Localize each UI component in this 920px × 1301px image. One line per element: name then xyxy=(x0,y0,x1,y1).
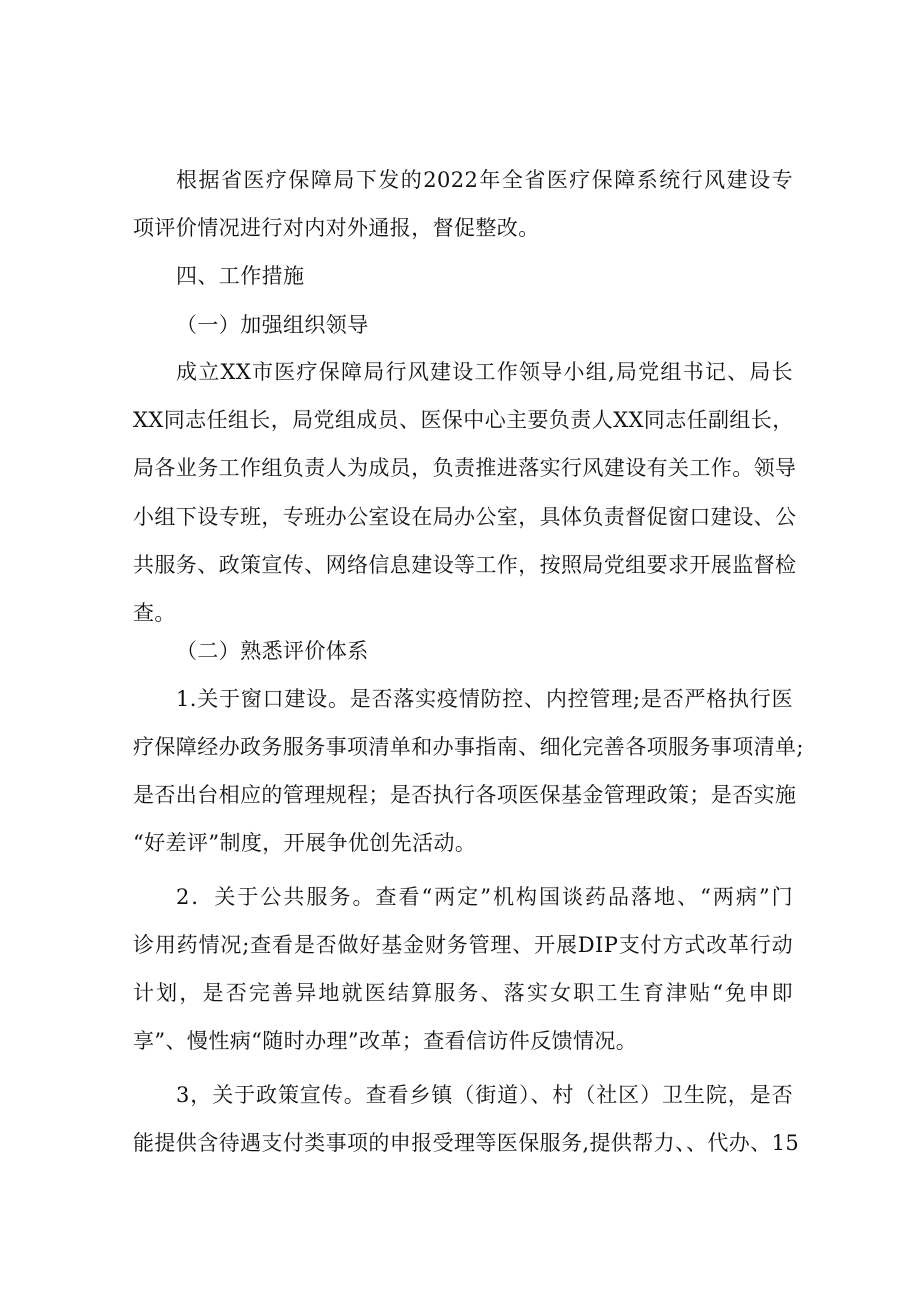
paragraph-line: 项评价情况进行对内对外通报，督促整改。 xyxy=(133,216,540,240)
section-heading: 四、工作措施 xyxy=(176,264,305,288)
paragraph-line: 局各业务工作组负责人为成员，负责推进落实行风建设有关工作。领导 xyxy=(133,456,797,480)
paragraph-line: 查。 xyxy=(133,601,176,625)
paragraph-line: 能提供含待遇支付类事项的申报受理等医保服务,提供帮力、、代办、15 xyxy=(133,1131,800,1155)
paragraph-line: 享”、慢性病“随时办理”改革；查看信访件反馈情况。 xyxy=(133,1029,638,1053)
paragraph-line: 2．关于公共服务。查看“两定”机构国谈药品落地、“两病”门 xyxy=(176,885,793,909)
paragraph-line: 3，关于政策宣传。查看乡镇（街道）、村（社区）卫生院，是否 xyxy=(176,1083,793,1107)
paragraph-line: 共服务、政策宣传、网络信息建设等工作，按照局党组要求开展监督检 xyxy=(133,553,797,577)
paragraph-line: 诊用药情况;查看是否做好基金财务管理、开展DIP支付方式改革行动 xyxy=(133,933,793,957)
paragraph-line: 疗保障经办政务服务事项清单和办事指南、细化完善各项服务事项清单; xyxy=(133,735,804,759)
paragraph-line: 根据省医疗保障局下发的2022年全省医疗保障系统行风建设专 xyxy=(176,168,793,192)
paragraph-line: “好差评”制度，开展争优创先活动。 xyxy=(133,831,477,855)
subsection-heading: （一）加强组织领导 xyxy=(176,313,369,337)
subsection-heading: （二）熟悉评价体系 xyxy=(176,639,369,663)
paragraph-line: 成立XX市医疗保障局行风建设工作领导小组,局党组书记、局长 xyxy=(176,360,793,384)
paragraph-line: 1.关于窗口建设。是否落实疫情防控、内控管理;是否严格执行医 xyxy=(176,687,793,711)
paragraph-line: 小组下设专班，专班办公室设在局办公室，具体负责督促窗口建设、公 xyxy=(133,505,797,529)
paragraph-line: XX同志任组长，局党组成员、医保中心主要负责人XX同志任副组长， xyxy=(133,408,794,432)
paragraph-line: 计划，是否完善异地就医结算服务、落实女职工生育津贴“免申即 xyxy=(133,981,793,1005)
paragraph-line: 是否出台相应的管理规程；是否执行各项医保基金管理政策；是否实施 xyxy=(133,783,797,807)
